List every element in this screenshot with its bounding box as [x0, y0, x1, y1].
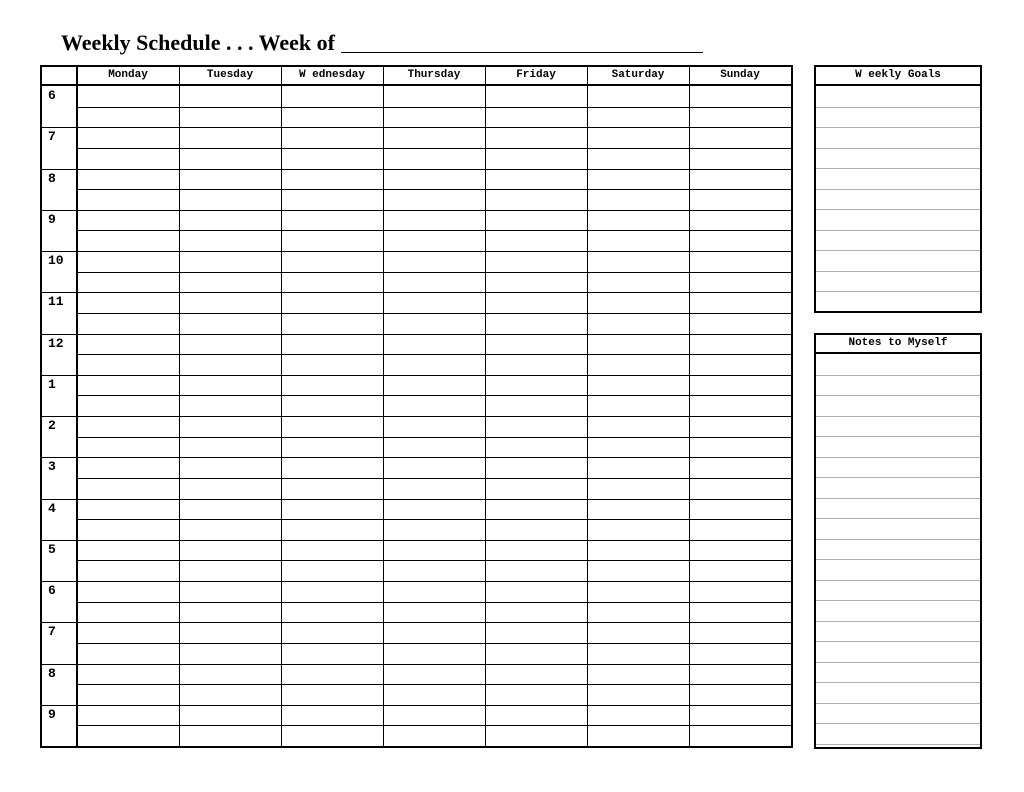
time-slot-cell[interactable] — [282, 355, 382, 374]
time-slot-cell[interactable] — [384, 500, 484, 519]
time-slot-cell[interactable] — [282, 170, 382, 189]
time-slot-cell[interactable] — [384, 335, 484, 354]
time-slot-cell[interactable] — [384, 438, 484, 457]
time-slot-cell[interactable] — [180, 644, 280, 663]
time-slot-cell[interactable] — [180, 500, 280, 519]
notes-title: Notes to Myself — [816, 335, 980, 354]
time-slot-cell[interactable] — [486, 561, 586, 580]
time-slot-cell[interactable] — [690, 231, 790, 250]
time-slot-cell[interactable] — [78, 190, 178, 209]
time-slot-cell[interactable] — [690, 314, 790, 333]
time-slot-cell[interactable] — [588, 603, 688, 622]
time-slot-cell[interactable] — [180, 541, 280, 560]
time-slot-cell[interactable] — [282, 273, 382, 292]
time-slot-cell[interactable] — [486, 314, 586, 333]
time-slot-cell[interactable] — [180, 561, 280, 580]
time-slot-cell[interactable] — [588, 128, 688, 147]
time-slot-cell[interactable] — [690, 190, 790, 209]
time-slot-cell[interactable] — [588, 458, 688, 477]
time-slot-cell[interactable] — [78, 273, 178, 292]
time-slot-cell[interactable] — [690, 417, 790, 436]
day-header: Tuesday — [206, 69, 254, 81]
note-line[interactable] — [816, 271, 980, 272]
time-slot-cell[interactable] — [690, 706, 790, 725]
time-slot-cell[interactable] — [282, 314, 382, 333]
time-slot-cell[interactable] — [690, 438, 790, 457]
time-slot-cell[interactable] — [384, 273, 484, 292]
time-slot-cell[interactable] — [282, 520, 382, 539]
time-slot-cell[interactable] — [78, 314, 178, 333]
time-slot-cell[interactable] — [690, 396, 790, 415]
time-slot-cell[interactable] — [78, 355, 178, 374]
time-slot-cell[interactable] — [282, 479, 382, 498]
time-slot-cell[interactable] — [180, 706, 280, 725]
hour-label: 3 — [48, 459, 56, 475]
note-line[interactable] — [816, 662, 980, 663]
schedule-grid — [40, 65, 793, 748]
time-slot-cell[interactable] — [180, 520, 280, 539]
time-slot-cell[interactable] — [588, 706, 688, 725]
time-slot-cell[interactable] — [180, 458, 280, 477]
time-slot-cell[interactable] — [180, 314, 280, 333]
time-slot-cell[interactable] — [690, 603, 790, 622]
time-slot-cell[interactable] — [384, 211, 484, 230]
hour-label: 6 — [48, 583, 56, 598]
note-line[interactable] — [816, 395, 980, 396]
time-slot-cell[interactable] — [78, 396, 178, 415]
note-line[interactable] — [816, 621, 980, 622]
time-slot-cell[interactable] — [180, 355, 280, 374]
time-slot-cell[interactable] — [690, 500, 790, 519]
time-slot-cell[interactable] — [486, 252, 586, 271]
time-slot-cell[interactable] — [690, 644, 790, 663]
time-slot-cell[interactable] — [78, 108, 178, 127]
hour-label: 9 — [48, 211, 56, 227]
time-slot-cell[interactable] — [588, 561, 688, 580]
time-slot-cell[interactable] — [282, 685, 382, 704]
time-slot-cell[interactable] — [384, 561, 484, 580]
time-slot-cell[interactable] — [180, 726, 280, 745]
page-title — [61, 30, 703, 56]
time-slot-cell[interactable] — [690, 726, 790, 745]
time-slot-cell[interactable] — [588, 520, 688, 539]
time-slot-cell[interactable] — [486, 500, 586, 519]
time-slot-cell[interactable] — [690, 582, 790, 601]
time-slot-cell[interactable] — [384, 376, 484, 395]
time-slot-cell[interactable] — [180, 128, 280, 147]
time-slot-cell[interactable] — [486, 644, 586, 663]
time-slot-cell[interactable] — [384, 190, 484, 209]
day-header: Friday — [516, 69, 556, 81]
time-slot-cell[interactable] — [282, 438, 382, 457]
time-slot-cell[interactable] — [180, 190, 280, 209]
time-slot-cell[interactable] — [282, 500, 382, 519]
time-slot-cell[interactable] — [384, 685, 484, 704]
time-slot-cell[interactable] — [180, 438, 280, 457]
time-slot-cell[interactable] — [384, 644, 484, 663]
time-slot-cell[interactable] — [384, 479, 484, 498]
time-slot-cell[interactable] — [384, 541, 484, 560]
page-title-text: Weekly Schedule . . . Week of — [61, 30, 335, 55]
time-slot-cell[interactable] — [180, 396, 280, 415]
time-slot-cell[interactable] — [78, 479, 178, 498]
time-slot-cell[interactable] — [384, 520, 484, 539]
time-slot-cell[interactable] — [180, 149, 280, 168]
hour-label: 8 — [48, 170, 56, 186]
time-slot-cell[interactable] — [690, 87, 790, 106]
time-slot-cell[interactable] — [282, 211, 382, 230]
time-slot-cell[interactable] — [78, 128, 178, 147]
time-slot-cell[interactable] — [690, 685, 790, 704]
note-line[interactable] — [816, 703, 980, 704]
time-slot-cell[interactable] — [282, 726, 382, 745]
day-header: Monday — [108, 69, 148, 81]
time-slot-cell[interactable] — [282, 458, 382, 477]
time-slot-cell[interactable] — [690, 108, 790, 127]
time-slot-cell[interactable] — [690, 458, 790, 477]
time-slot-cell[interactable] — [180, 293, 280, 312]
time-slot-cell[interactable] — [690, 355, 790, 374]
time-slot-cell[interactable] — [180, 170, 280, 189]
time-slot-cell[interactable] — [78, 644, 178, 663]
note-line[interactable] — [816, 416, 980, 417]
time-slot-cell[interactable] — [690, 293, 790, 312]
time-slot-cell[interactable] — [486, 149, 586, 168]
time-slot-cell[interactable] — [588, 541, 688, 560]
hour-label: 7 — [48, 129, 56, 145]
time-slot-cell[interactable] — [78, 665, 178, 684]
time-slot-cell[interactable] — [282, 396, 382, 415]
time-slot-cell[interactable] — [486, 603, 586, 622]
note-line[interactable] — [816, 580, 980, 581]
time-slot-cell[interactable] — [384, 170, 484, 189]
time-slot-cell[interactable] — [690, 273, 790, 292]
time-slot-cell[interactable] — [588, 582, 688, 601]
time-slot-cell[interactable] — [486, 355, 586, 374]
time-slot-cell[interactable] — [588, 726, 688, 745]
time-slot-cell[interactable] — [78, 582, 178, 601]
time-slot-cell[interactable] — [486, 458, 586, 477]
hour-label: 1 — [48, 376, 56, 392]
hour-label: 9 — [48, 706, 56, 722]
note-line[interactable] — [816, 744, 980, 745]
time-slot-cell[interactable] — [486, 623, 586, 642]
note-line[interactable] — [816, 641, 980, 642]
time-slot-cell[interactable] — [588, 211, 688, 230]
note-line[interactable] — [816, 477, 980, 478]
time-slot-cell[interactable] — [690, 520, 790, 539]
time-slot-cell[interactable] — [486, 417, 586, 436]
time-slot-cell[interactable] — [78, 541, 178, 560]
time-slot-cell[interactable] — [180, 252, 280, 271]
hour-label: 12 — [48, 335, 64, 351]
time-slot-cell[interactable] — [486, 293, 586, 312]
time-slot-cell[interactable] — [588, 417, 688, 436]
time-slot-cell[interactable] — [282, 623, 382, 642]
time-slot-cell[interactable] — [78, 603, 178, 622]
time-slot-cell[interactable] — [588, 252, 688, 271]
note-line[interactable] — [816, 682, 980, 683]
note-line[interactable] — [816, 209, 980, 210]
time-slot-cell[interactable] — [282, 603, 382, 622]
time-slot-cell[interactable] — [588, 273, 688, 292]
time-slot-cell[interactable] — [486, 170, 586, 189]
time-slot-cell[interactable] — [384, 623, 484, 642]
note-line[interactable] — [816, 518, 980, 519]
time-slot-cell[interactable] — [690, 170, 790, 189]
time-slot-cell[interactable] — [384, 458, 484, 477]
time-slot-cell[interactable] — [690, 561, 790, 580]
time-slot-cell[interactable] — [384, 396, 484, 415]
time-slot-cell[interactable] — [690, 149, 790, 168]
time-slot-cell[interactable] — [486, 335, 586, 354]
note-line[interactable] — [816, 436, 980, 437]
time-slot-cell[interactable] — [180, 335, 280, 354]
time-slot-cell[interactable] — [486, 665, 586, 684]
time-slot-cell[interactable] — [384, 314, 484, 333]
hour-label: 5 — [48, 541, 56, 557]
time-slot-cell[interactable] — [78, 623, 178, 642]
time-slot-cell[interactable] — [690, 376, 790, 395]
time-slot-cell[interactable] — [384, 231, 484, 250]
note-line[interactable] — [816, 250, 980, 251]
time-slot-cell[interactable] — [78, 231, 178, 250]
time-slot-cell[interactable] — [78, 706, 178, 725]
time-slot-cell[interactable] — [180, 582, 280, 601]
time-slot-cell[interactable] — [384, 355, 484, 374]
time-slot-cell[interactable] — [486, 520, 586, 539]
time-slot-cell[interactable] — [282, 706, 382, 725]
time-slot-cell[interactable] — [180, 665, 280, 684]
note-line[interactable] — [816, 539, 980, 540]
time-slot-cell[interactable] — [78, 149, 178, 168]
time-slot-cell[interactable] — [78, 520, 178, 539]
day-header: Saturday — [611, 69, 665, 81]
time-slot-cell[interactable] — [180, 417, 280, 436]
time-slot-cell[interactable] — [180, 108, 280, 127]
time-slot-cell[interactable] — [588, 685, 688, 704]
time-slot-cell[interactable] — [78, 87, 178, 106]
time-slot-cell[interactable] — [282, 108, 382, 127]
time-slot-cell[interactable] — [588, 335, 688, 354]
time-slot-cell[interactable] — [486, 582, 586, 601]
time-slot-cell[interactable] — [78, 561, 178, 580]
time-slot-cell[interactable] — [282, 231, 382, 250]
time-slot-cell[interactable] — [78, 335, 178, 354]
time-slot-cell[interactable] — [690, 541, 790, 560]
notes-box — [814, 333, 982, 749]
day-header: Thursday — [407, 69, 461, 81]
time-slot-cell[interactable] — [384, 108, 484, 127]
time-slot-cell[interactable] — [282, 665, 382, 684]
time-slot-cell[interactable] — [384, 252, 484, 271]
time-slot-cell[interactable] — [78, 376, 178, 395]
weekly-goals-title: W eekly Goals — [816, 67, 980, 86]
time-slot-cell[interactable] — [690, 623, 790, 642]
time-slot-cell[interactable] — [282, 128, 382, 147]
time-slot-cell[interactable] — [282, 87, 382, 106]
time-slot-cell[interactable] — [180, 211, 280, 230]
time-slot-cell[interactable] — [486, 231, 586, 250]
time-slot-cell[interactable] — [486, 190, 586, 209]
time-slot-cell[interactable] — [588, 149, 688, 168]
note-line[interactable] — [816, 291, 980, 292]
time-slot-cell[interactable] — [486, 128, 586, 147]
time-slot-cell[interactable] — [78, 170, 178, 189]
time-slot-cell[interactable] — [690, 665, 790, 684]
note-line[interactable] — [816, 107, 980, 108]
schedule-header — [42, 67, 791, 86]
time-slot-cell[interactable] — [78, 293, 178, 312]
time-slot-cell[interactable] — [690, 128, 790, 147]
time-slot-cell[interactable] — [180, 623, 280, 642]
time-slot-cell[interactable] — [180, 603, 280, 622]
time-slot-cell[interactable] — [588, 479, 688, 498]
note-line[interactable] — [816, 600, 980, 601]
time-slot-cell[interactable] — [384, 417, 484, 436]
time-slot-cell[interactable] — [282, 293, 382, 312]
time-slot-cell[interactable] — [690, 479, 790, 498]
time-slot-cell[interactable] — [588, 376, 688, 395]
time-slot-cell[interactable] — [384, 128, 484, 147]
hour-label: 11 — [48, 294, 64, 310]
time-slot-cell[interactable] — [690, 252, 790, 271]
time-slot-cell[interactable] — [486, 211, 586, 230]
time-slot-cell[interactable] — [588, 396, 688, 415]
note-line[interactable] — [816, 148, 980, 149]
time-slot-cell[interactable] — [690, 211, 790, 230]
hour-label: 2 — [48, 418, 56, 433]
time-slot-cell[interactable] — [486, 541, 586, 560]
note-line[interactable] — [816, 457, 980, 458]
time-slot-cell[interactable] — [282, 582, 382, 601]
time-slot-cell[interactable] — [78, 438, 178, 457]
note-line[interactable] — [816, 189, 980, 190]
time-slot-cell[interactable] — [486, 726, 586, 745]
time-slot-cell[interactable] — [486, 479, 586, 498]
time-slot-cell[interactable] — [588, 87, 688, 106]
time-slot-cell[interactable] — [282, 252, 382, 271]
time-slot-cell[interactable] — [78, 252, 178, 271]
time-slot-cell[interactable] — [282, 644, 382, 663]
time-slot-cell[interactable] — [180, 479, 280, 498]
time-slot-cell[interactable] — [690, 335, 790, 354]
time-slot-cell[interactable] — [384, 87, 484, 106]
time-slot-cell[interactable] — [486, 685, 586, 704]
time-slot-cell[interactable] — [486, 87, 586, 106]
time-slot-cell[interactable] — [588, 314, 688, 333]
time-slot-cell[interactable] — [180, 231, 280, 250]
time-slot-cell[interactable] — [384, 149, 484, 168]
time-slot-cell[interactable] — [384, 293, 484, 312]
time-slot-cell[interactable] — [486, 273, 586, 292]
hour-label: 4 — [48, 500, 56, 516]
time-slot-cell[interactable] — [180, 376, 280, 395]
time-slot-cell[interactable] — [588, 500, 688, 519]
time-slot-cell[interactable] — [78, 211, 178, 230]
time-slot-cell[interactable] — [78, 726, 178, 745]
time-slot-cell[interactable] — [486, 376, 586, 395]
hour-label: 8 — [48, 665, 56, 681]
time-slot-cell[interactable] — [486, 706, 586, 725]
time-slot-cell[interactable] — [282, 335, 382, 354]
day-header: Sunday — [720, 69, 760, 81]
time-slot-cell[interactable] — [588, 190, 688, 209]
time-slot-cell[interactable] — [282, 190, 382, 209]
time-slot-cell[interactable] — [588, 438, 688, 457]
note-line[interactable] — [816, 723, 980, 724]
time-slot-cell[interactable] — [282, 561, 382, 580]
time-slot-cell[interactable] — [282, 149, 382, 168]
time-slot-cell[interactable] — [486, 438, 586, 457]
time-slot-cell[interactable] — [78, 685, 178, 704]
note-line[interactable] — [816, 375, 980, 376]
time-slot-cell[interactable] — [384, 665, 484, 684]
note-line[interactable] — [816, 498, 980, 499]
time-slot-cell[interactable] — [282, 376, 382, 395]
time-slot-cell[interactable] — [384, 582, 484, 601]
time-slot-cell[interactable] — [282, 541, 382, 560]
time-slot-cell[interactable] — [78, 417, 178, 436]
day-header: W ednesday — [298, 69, 365, 81]
note-line[interactable] — [816, 127, 980, 128]
time-slot-cell[interactable] — [588, 293, 688, 312]
hour-label: 10 — [48, 253, 64, 268]
time-slot-cell[interactable] — [384, 706, 484, 725]
time-slot-cell[interactable] — [180, 87, 280, 106]
time-slot-cell[interactable] — [78, 458, 178, 477]
time-slot-cell[interactable] — [588, 355, 688, 374]
note-line[interactable] — [816, 168, 980, 169]
time-slot-cell[interactable] — [588, 231, 688, 250]
note-line[interactable] — [816, 559, 980, 560]
hour-label: 7 — [48, 624, 56, 640]
note-line[interactable] — [816, 230, 980, 231]
week-of-blank[interactable] — [341, 32, 703, 53]
time-slot-cell[interactable] — [588, 108, 688, 127]
time-slot-cell[interactable] — [180, 685, 280, 704]
time-slot-cell[interactable] — [78, 500, 178, 519]
weekly-goals-box — [814, 65, 982, 313]
time-slot-cell[interactable] — [486, 108, 586, 127]
time-slot-cell[interactable] — [588, 623, 688, 642]
time-slot-cell[interactable] — [588, 665, 688, 684]
time-slot-cell[interactable] — [486, 396, 586, 415]
time-slot-cell[interactable] — [588, 644, 688, 663]
time-slot-cell[interactable] — [384, 726, 484, 745]
hour-label: 6 — [48, 88, 56, 103]
time-slot-cell[interactable] — [384, 603, 484, 622]
time-slot-cell[interactable] — [588, 170, 688, 189]
time-slot-cell[interactable] — [282, 417, 382, 436]
time-slot-cell[interactable] — [180, 273, 280, 292]
